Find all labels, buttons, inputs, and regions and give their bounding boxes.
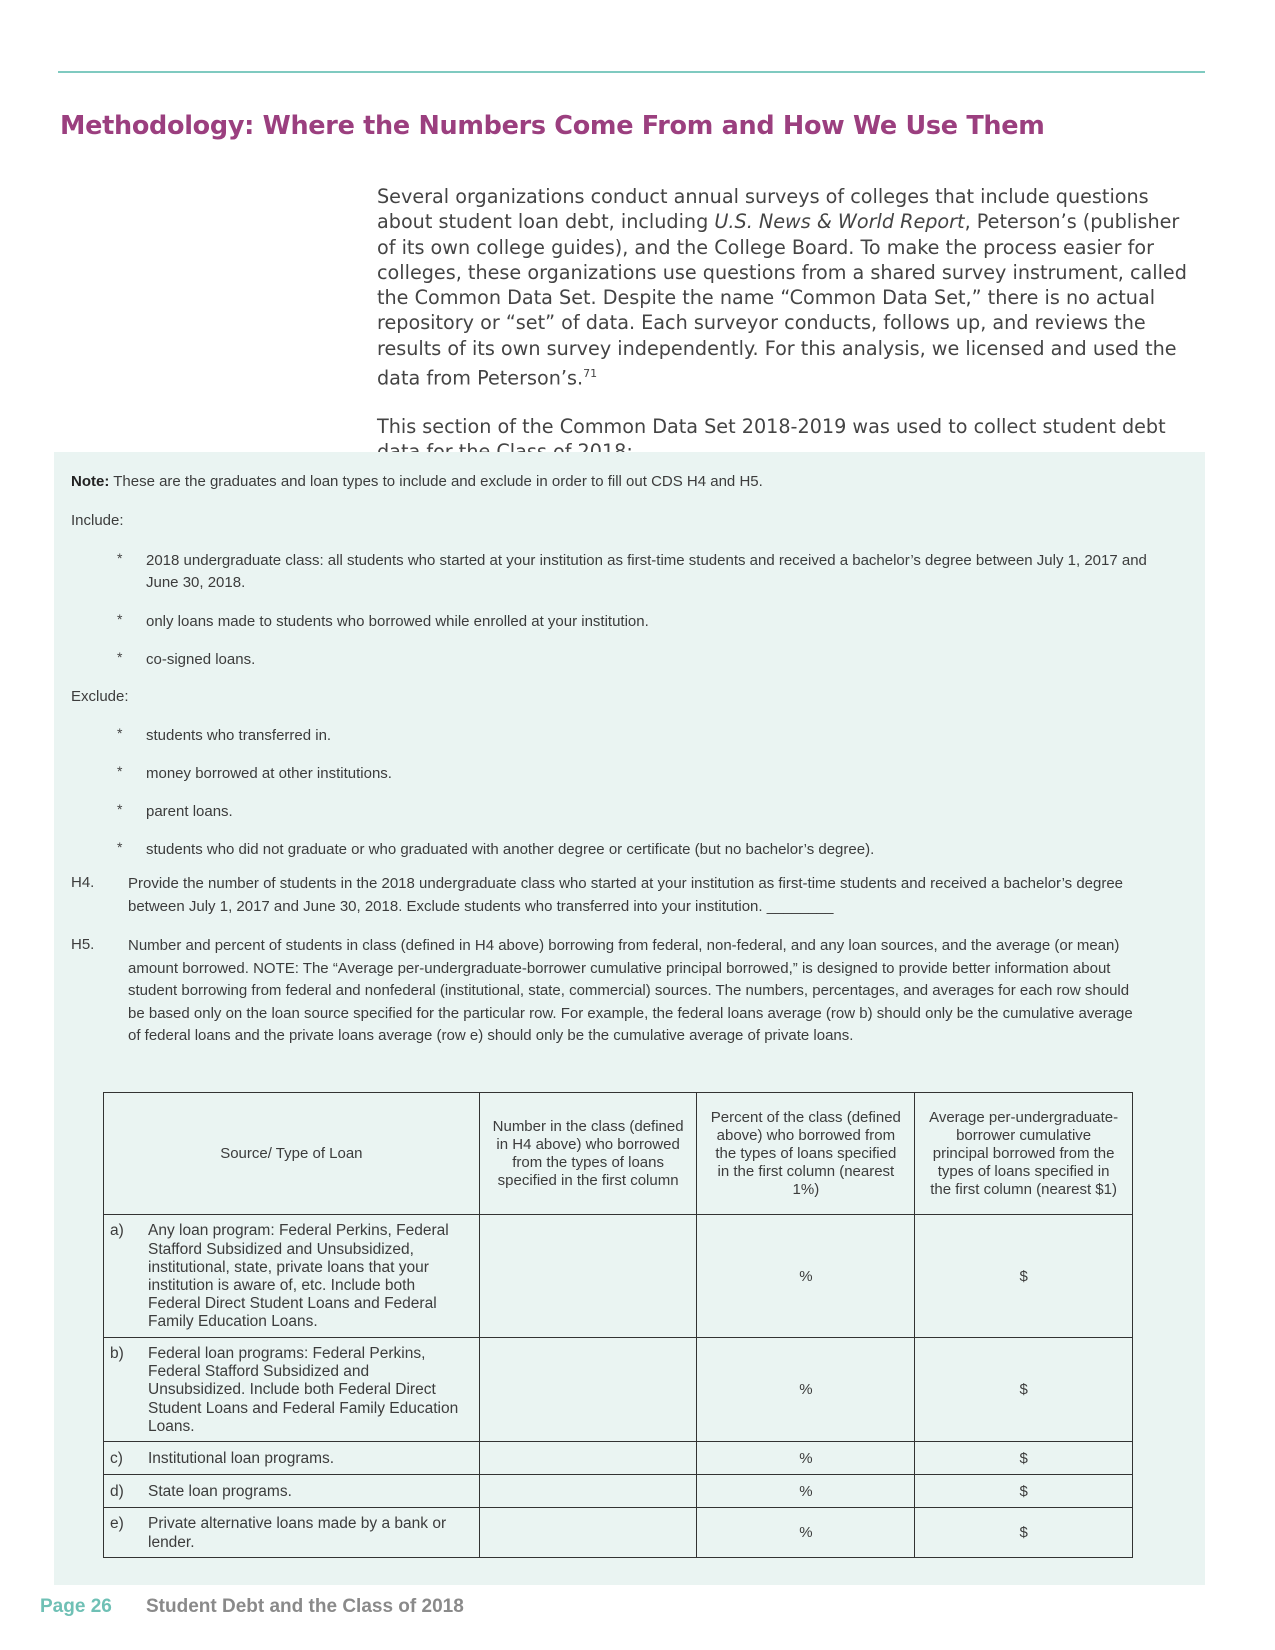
h4-question: Provide the number of students in the 2018 undergraduate class who started at your institution as first-time students and received a bachelor’s degree between July 1, 2017 and June 30, 2018. Exclude students who transferred into your institution. ________ bbox=[128, 875, 1124, 915]
row-description: Federal loan programs: Federal Perkins, Federal Stafford Subsidized and Unsubsidized. Include both Federal Direct Student Loans and Federal Family Education Loans. bbox=[148, 1344, 459, 1435]
column-header: Average per-undergraduate-borrower cumulative principal borrowed from the types of loans specified in the first column (nearest $1) bbox=[915, 1093, 1133, 1215]
table-row bbox=[104, 1475, 1133, 1508]
include-item: only loans made to students who borrowed while enrolled at your institution. bbox=[146, 613, 649, 630]
row-description: Any loan program: Federal Perkins, Federal Stafford Subsidized and Unsubsidized, institutional, state, private loans that your institution is aware of, etc. Include both Federal Direct Student Loans and Federal Family Education Loans. bbox=[148, 1222, 449, 1331]
h4-label: H4. bbox=[71, 874, 95, 891]
exclude-label: Exclude: bbox=[71, 688, 129, 705]
include-item: 2018 undergraduate class: all students who started at your institution as first-time students and received a bachelor’s degree between July 1, 2017 and June 30, 2018. bbox=[146, 552, 1147, 591]
percent-input-cell[interactable]: % bbox=[697, 1442, 915, 1475]
percent-input-cell[interactable]: % bbox=[697, 1338, 915, 1442]
footnote-ref[interactable]: 71 bbox=[583, 367, 598, 381]
row-letter: d) bbox=[110, 1482, 124, 1500]
note-label: Note: bbox=[71, 473, 110, 490]
row-description: State loan programs. bbox=[148, 1482, 292, 1500]
bullet-marker: * bbox=[117, 550, 123, 566]
exclude-item: parent loans. bbox=[146, 803, 233, 820]
column-header: Percent of the class (defined above) who borrowed from the types of loans specified in the first column (nearest 1%) bbox=[697, 1093, 915, 1215]
column-header: Number in the class (defined in H4 above) who borrowed from the types of loans specified in the first column bbox=[479, 1093, 697, 1215]
bullet-marker: * bbox=[117, 611, 123, 627]
table-header-row bbox=[104, 1093, 1133, 1215]
bullet-marker: * bbox=[117, 725, 123, 741]
dollar-input-cell[interactable]: $ bbox=[915, 1508, 1133, 1558]
number-input-cell[interactable] bbox=[479, 1215, 697, 1338]
percent-input-cell[interactable]: % bbox=[697, 1475, 915, 1508]
intro-text bbox=[377, 184, 1197, 487]
dollar-input-cell[interactable]: $ bbox=[915, 1338, 1133, 1442]
include-label: Include: bbox=[71, 512, 124, 529]
top-divider bbox=[58, 71, 1205, 73]
exclude-item: students who transferred in. bbox=[146, 727, 332, 744]
table-row bbox=[104, 1442, 1133, 1475]
publication-name: U.S. News & World Report bbox=[714, 210, 965, 234]
number-input-cell[interactable] bbox=[479, 1338, 697, 1442]
column-header: Source/ Type of Loan bbox=[104, 1093, 480, 1215]
dollar-input-cell[interactable]: $ bbox=[915, 1442, 1133, 1475]
page-title: Methodology: Where the Numbers Come From and How We Use Them bbox=[60, 111, 1045, 141]
loan-table bbox=[103, 1092, 1133, 1558]
dollar-input-cell[interactable]: $ bbox=[915, 1215, 1133, 1338]
footer-title: Student Debt and the Class of 2018 bbox=[146, 1596, 464, 1617]
page-number: Page 26 bbox=[40, 1596, 112, 1617]
bullet-marker: * bbox=[117, 763, 123, 779]
exclude-item: money borrowed at other institutions. bbox=[146, 765, 392, 782]
number-input-cell[interactable] bbox=[479, 1442, 697, 1475]
h5-question: Number and percent of students in class (defined in H4 above) borrowing from federal, non-federal, and any loan sources, and the average (or mean) amount borrowed. NOTE: The “Average per-undergraduate-borrower cumulative principal borrowed,” is designed to provide better information about student borrowing from federal and nonfederal (institutional, state, commercial) sources. The numbers, percentages, and averages for each row should be based only on the loan source specified for the particular row. For example, the federal loans average (row b) should only be the cumulative average of federal loans and the private loans average (row e) should only be the cumulative average of private loans. bbox=[128, 937, 1133, 1044]
row-description: Private alternative loans made by a bank or lender. bbox=[148, 1515, 447, 1551]
row-letter: c) bbox=[110, 1449, 123, 1467]
percent-input-cell[interactable]: % bbox=[697, 1508, 915, 1558]
table-row bbox=[104, 1338, 1133, 1442]
row-letter: b) bbox=[110, 1344, 124, 1362]
note-line: Note: These are the graduates and loan types to include and exclude in order to fill out CDS H4 and H5. bbox=[71, 473, 763, 490]
number-input-cell[interactable] bbox=[479, 1508, 697, 1558]
bullet-marker: * bbox=[117, 839, 123, 855]
table-row bbox=[104, 1508, 1133, 1558]
row-description: Institutional loan programs. bbox=[148, 1449, 335, 1467]
h5-label: H5. bbox=[71, 936, 95, 953]
bullet-marker: * bbox=[117, 801, 123, 817]
intro-paragraph-2: This section of the Common Data Set 2018-2019 was used to collect student debt bbox=[377, 414, 1166, 438]
number-input-cell[interactable] bbox=[479, 1475, 697, 1508]
row-letter: a) bbox=[110, 1222, 124, 1240]
dollar-input-cell[interactable]: $ bbox=[915, 1475, 1133, 1508]
include-item: co-signed loans. bbox=[146, 651, 256, 668]
intro-paragraph-1: Several organizations conduct annual surveys of colleges that include questions about student loan debt, including U.S. News & World Report, Peterson’s (publisher of its own college guides), and the College Board. To make the process easier for colleges, these organizations use questions from a shared survey instrument, called the Common Data Set. Despite the name “Common Data Set,” there is no actual repository or “set” of data. Each surveyor conducts, follows up, and reviews the results of its own survey independently. For this analysis, we licensed and used the data from Peterson’s.$^{71}$ bbox=[377, 185, 1187, 390]
bullet-marker: * bbox=[117, 649, 123, 665]
table-row bbox=[104, 1215, 1133, 1338]
percent-input-cell[interactable]: % bbox=[697, 1215, 915, 1338]
row-letter: e) bbox=[110, 1515, 124, 1533]
exclude-item: students who did not graduate or who graduated with another degree or certificate (but no bachelor’s degree). bbox=[146, 841, 875, 858]
